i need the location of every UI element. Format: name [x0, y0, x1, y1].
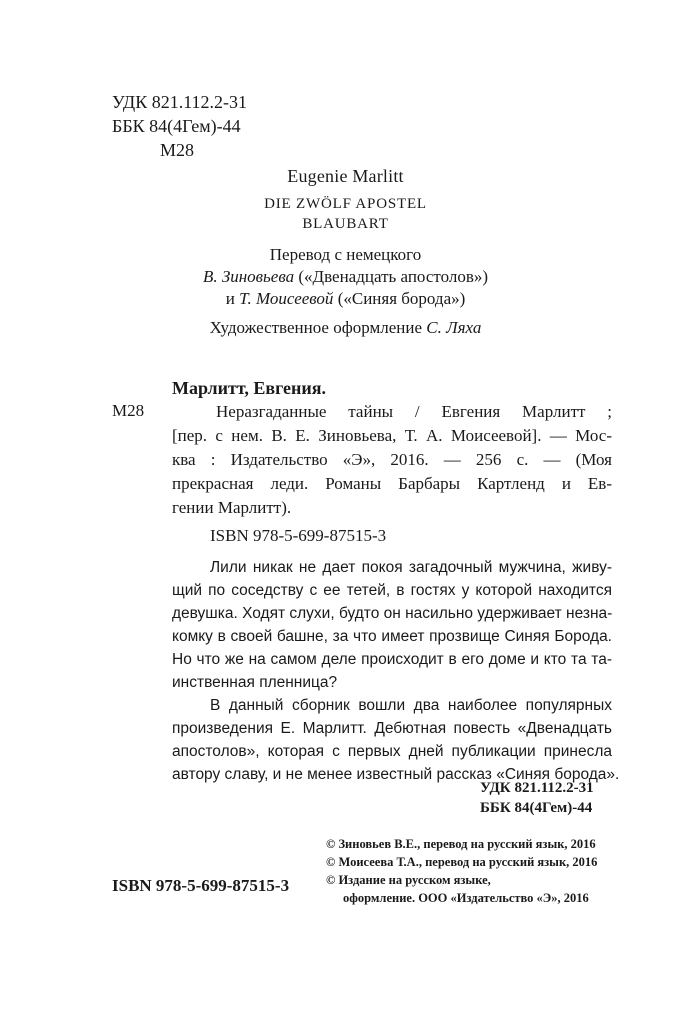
copyright-line: © Издание на русском языке,	[326, 873, 491, 887]
copyright-line: © Моисеева Т.А., перевод на русский язык, 2016	[326, 855, 598, 869]
biblio-line: Неразгаданные тайны / Евгения Марлитт ;	[216, 402, 612, 421]
original-titles	[0, 194, 691, 234]
copyright-line: оформление. ООО «Издательство «Э», 2016	[343, 891, 589, 905]
annotation-line: автору славу, и не менее известный рассказ «Синяя борода».	[172, 766, 620, 783]
biblio-line: гении Марлитт).	[172, 498, 292, 517]
annotation-line: Лили никак не дает покоя загадочный мужчина, живу-	[210, 559, 612, 576]
translator-2-work: («Синяя борода»)	[333, 289, 466, 308]
biblio-line: прекрасная леди. Романы Барбары Картленд и Ев-	[172, 474, 612, 493]
annotation-line: инственная пленница?	[172, 674, 338, 691]
author-sign: М28	[160, 140, 195, 160]
original-title-2: BLAUBART	[302, 216, 389, 232]
translator-2-prefix: и	[225, 289, 240, 308]
footer-udk: УДК 821.112.2-31	[480, 780, 594, 796]
design-label: Художественное оформление	[209, 318, 427, 337]
copyright-line: © Зиновьев В.Е., перевод на русский язык, 2016	[326, 837, 596, 851]
annotation-line: Но что же на самом деле происходит в его доме и кто та та-	[172, 651, 612, 668]
original-author: Eugenie Marlitt	[287, 166, 404, 186]
udk-code: УДК 821.112.2-31	[112, 92, 248, 112]
translator-1-name: В. Зиновьева	[202, 267, 295, 286]
annotation-line: В данный сборник вошли два наиболее популярных	[210, 697, 612, 714]
annotation-line: произведения Е. Марлитт. Дебютная повесть «Двенадцать	[172, 720, 612, 737]
annotation	[172, 556, 620, 786]
footer-classification	[480, 778, 594, 818]
translator-2-name: Т. Моисеевой	[239, 289, 334, 308]
annotation-line: апостолов», которая с первых дней публикации принесла	[172, 743, 612, 760]
design-artist: С. Ляха	[426, 318, 482, 337]
translator-1-work: («Двенадцать апостолов»)	[294, 267, 489, 286]
annotation-line: щий по соседству с ее тетей, в гостях у которой находится	[172, 582, 612, 599]
design-credit	[0, 318, 691, 338]
classification-codes	[112, 90, 247, 162]
bibliographic-description	[172, 400, 612, 520]
copyright-block	[326, 835, 597, 907]
footer-bbk: ББК 84(4Гем)-44	[480, 800, 593, 816]
translation-credits	[0, 244, 691, 310]
biblio-line: [пер. с нем. В. Е. Зиновьева, Т. А. Моисеевой]. — Мос-	[172, 426, 612, 445]
annotation-line: девушка. Ходят слухи, будто он насильно удерживает незна-	[172, 605, 613, 622]
original-title-1: DIE ZWÖLF APOSTEL	[264, 196, 427, 212]
bibliographic-heading: Марлитт, Евгения.	[172, 378, 326, 398]
shelf-mark: М28	[112, 401, 145, 420]
translator-1-line	[0, 266, 691, 288]
translator-2-line	[0, 288, 691, 310]
isbn-entry: ISBN 978-5-699-87515-3	[210, 526, 387, 545]
footer-isbn: ISBN 978-5-699-87515-3	[112, 876, 290, 895]
translation-heading: Перевод с немецкого	[269, 245, 422, 264]
biblio-line: ква : Издательство «Э», 2016. — 256 с. — (Моя	[172, 450, 612, 469]
bbk-code: ББК 84(4Гем)-44	[112, 116, 241, 136]
annotation-line: комку в своей башне, за что имеет прозвище Синяя Борода.	[172, 628, 612, 645]
